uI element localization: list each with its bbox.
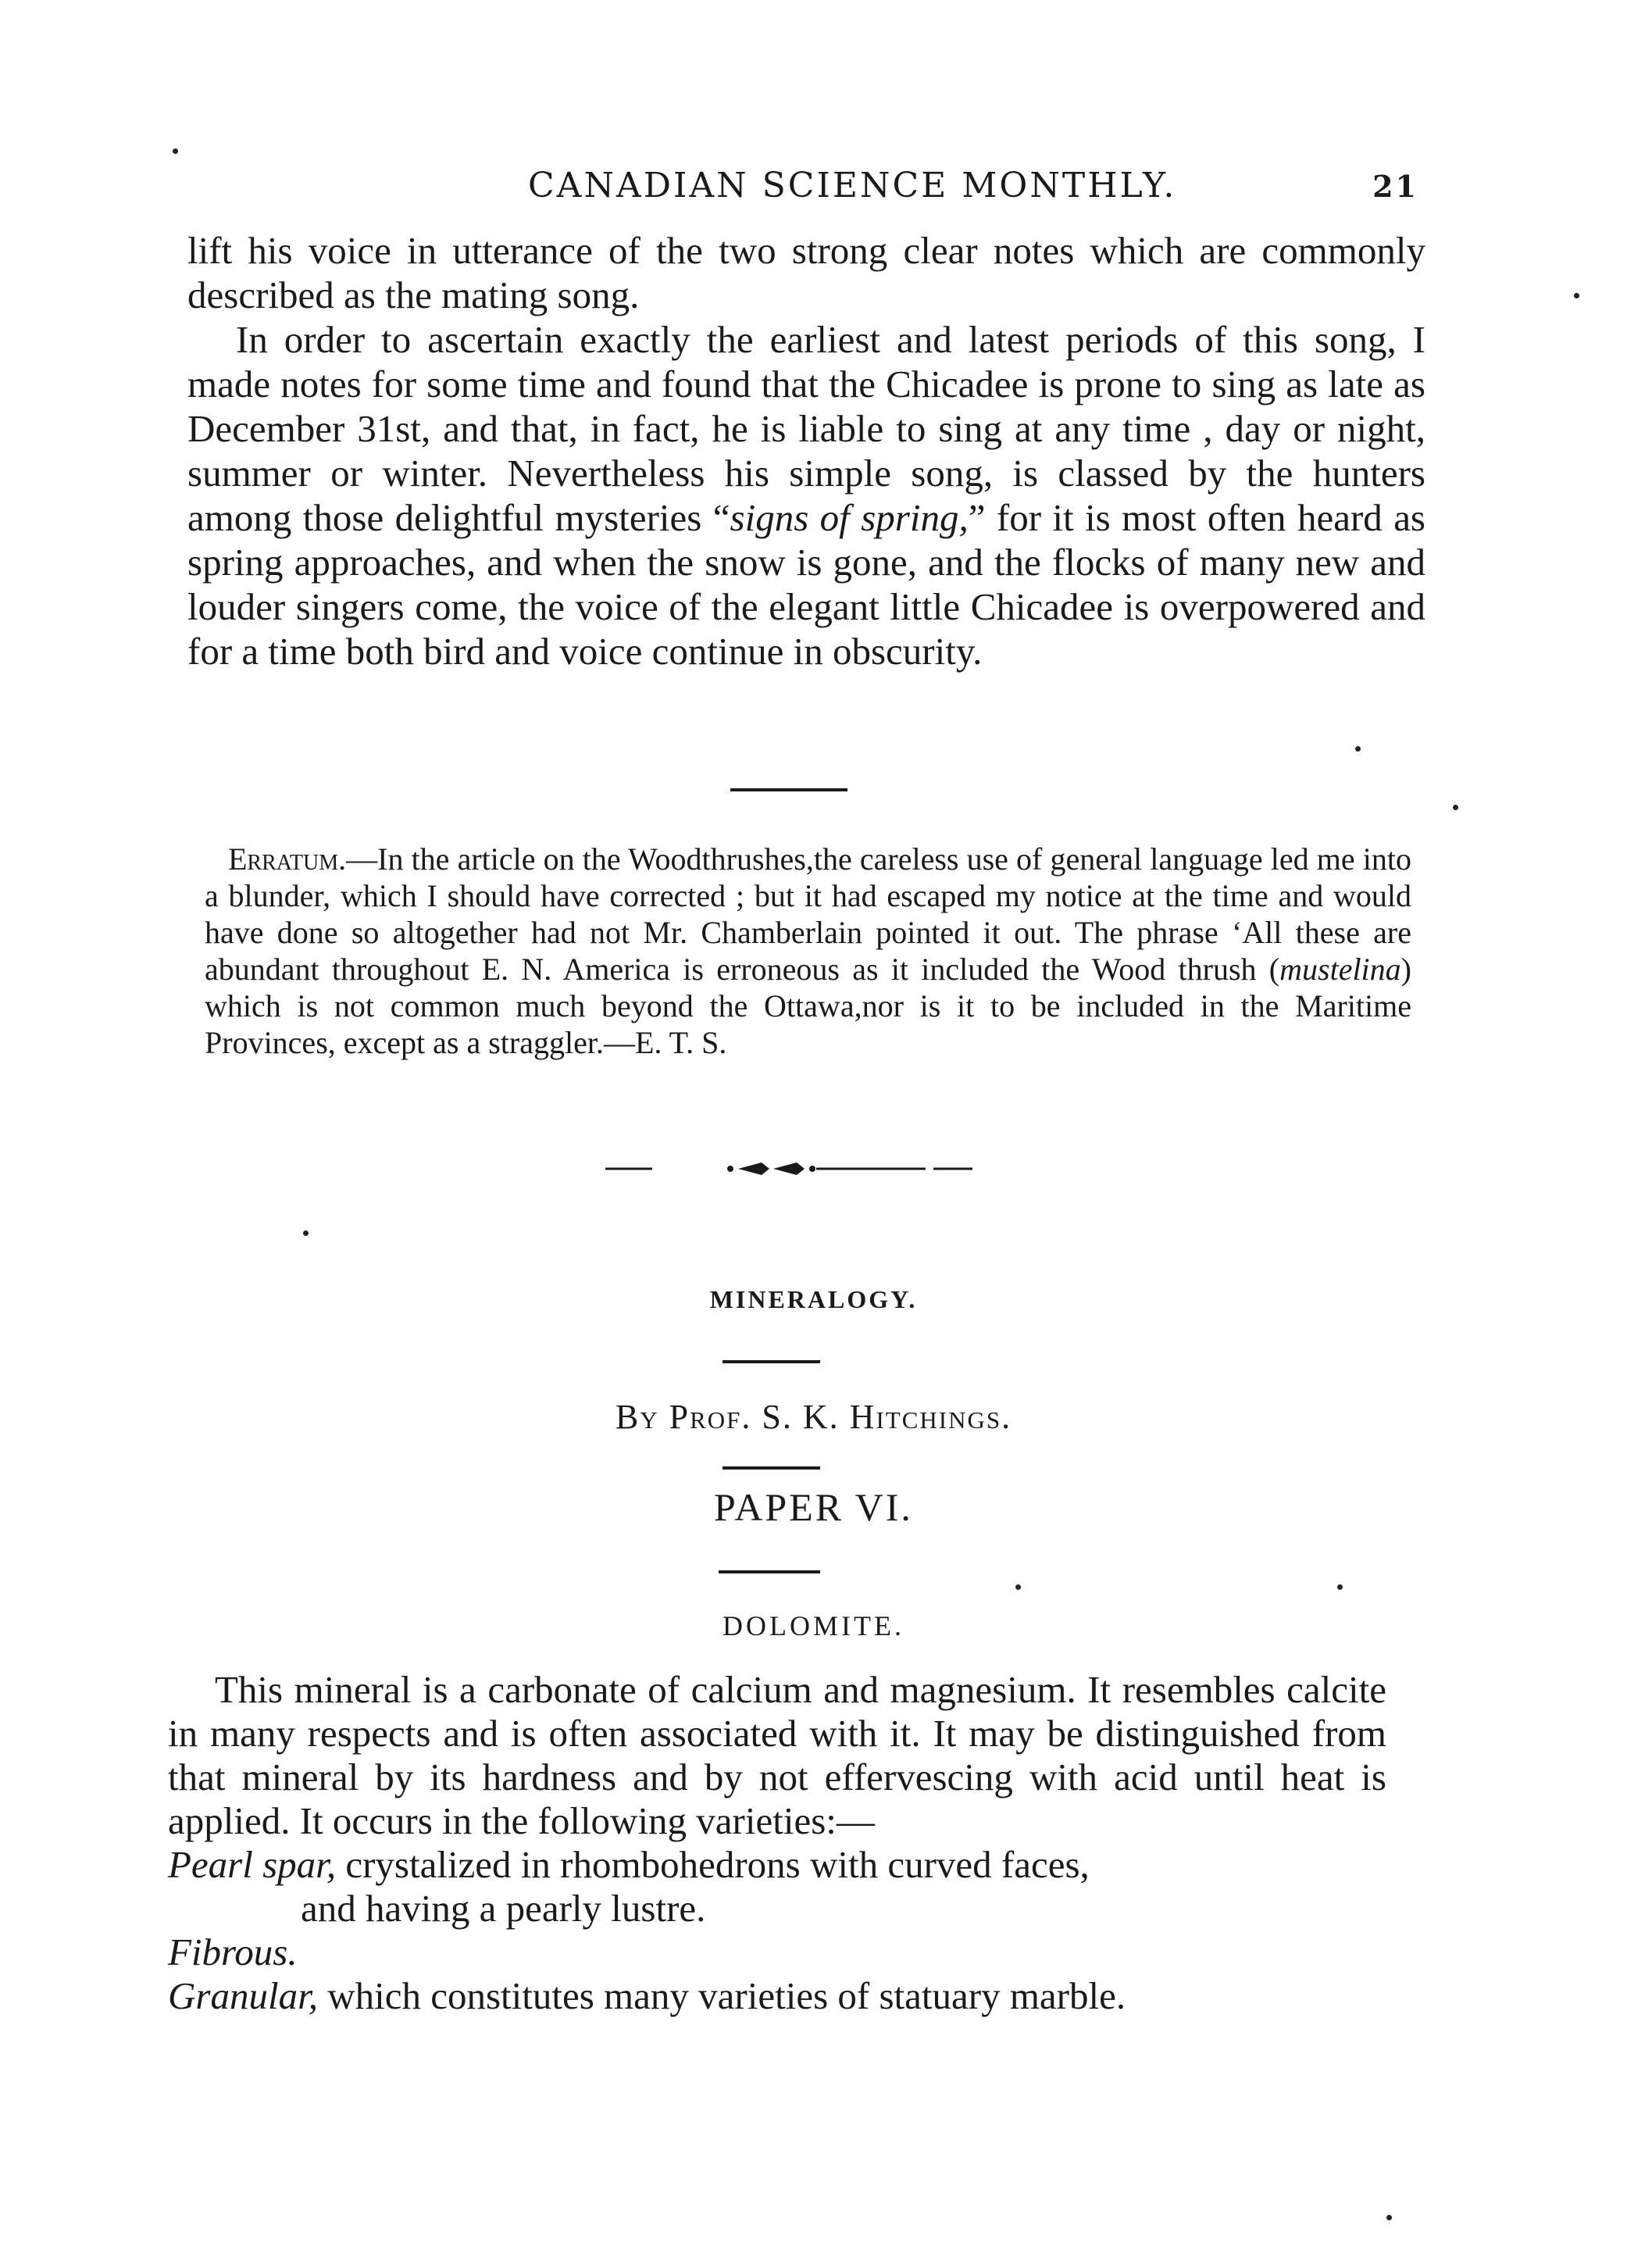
chicadee-article-text bbox=[187, 228, 1425, 673]
erratum-text: ) which is not common much beyond the Ottawa,nor is it to be included in the Maritime Provinces, except as a straggler.—E. T. S. bbox=[205, 952, 1411, 1060]
paragraph-text: In order to ascertain exactly the earliest and latest periods of this song, I made notes for some time and found that the Chicadee is prone to sing as late as December 31st, and that, in fact, he is liable to sing at any time , day or night, summer or winter. Nevertheless his simple song, is classed by the hunters among those delightful mysteries “ bbox=[187, 318, 1425, 539]
section-heading: MINERALOGY. bbox=[709, 1285, 918, 1313]
variety-granular bbox=[168, 1974, 1386, 2018]
byline-rule bbox=[723, 1466, 820, 1470]
variety-text: which constitutes many varieties of statuary marble. bbox=[317, 1974, 1126, 2017]
paragraph-text: ” for it is most often heard as spring approaches, and when the snow is gone, and the flocks of many new and louder singers come, the voice of the elegant little Chicadee is overpowered and for a time both bird and voice continue in obscurity. bbox=[187, 496, 1426, 673]
variety-pearl-spar-cont: and having a pearly lustre. bbox=[301, 1887, 706, 1930]
scan-speck bbox=[1453, 805, 1458, 810]
scan-speck bbox=[1355, 746, 1361, 752]
byline-prefix: By bbox=[615, 1398, 659, 1436]
journal-title: CANADIAN SCIENCE MONTHLY. bbox=[528, 166, 1177, 205]
scan-speck bbox=[303, 1230, 309, 1236]
erratum-note bbox=[205, 841, 1411, 1061]
scan-speck bbox=[1015, 1584, 1021, 1590]
variety-name: Granular, bbox=[168, 1974, 318, 2017]
ornamental-divider bbox=[605, 1153, 980, 1184]
dolomite-description bbox=[168, 1668, 1386, 2018]
erratum-label: Erratum. bbox=[228, 841, 347, 877]
page-number: 21 bbox=[1372, 169, 1418, 204]
paragraph-mating-song: lift his voice in utterance of the two strong clear notes which are commonly described as the mating song. bbox=[187, 229, 1425, 316]
scan-speck bbox=[1574, 293, 1579, 298]
variety-pearl-spar bbox=[168, 1843, 1386, 1887]
italic-phrase: signs of spring, bbox=[730, 496, 969, 539]
heading-rule bbox=[723, 1360, 820, 1363]
scan-speck bbox=[1386, 2215, 1392, 2220]
author-byline bbox=[0, 1397, 1627, 1437]
scan-speck bbox=[1337, 1584, 1343, 1590]
erratum-text: —In the article on the Woodthrushes,the careless use of general language led me into a blunder, which I should have corrected ; but it had escaped my notice at the time and would have done so altogether had not Mr. Chamberlain pointed it out. The phrase ‘All these are abundant throughout E. N. America is erroneous as it included the Wood thrush ( bbox=[205, 841, 1411, 987]
paragraph-song-periods bbox=[187, 317, 1425, 673]
scan-speck bbox=[173, 148, 178, 154]
erratum-italic: mustelina bbox=[1279, 952, 1401, 987]
variety-text: crystalized in rhombohedrons with curved faces, bbox=[336, 1843, 1090, 1886]
variety-name: Pearl spar, bbox=[168, 1843, 337, 1886]
paper-number: PAPER VI. bbox=[714, 1485, 913, 1529]
running-header bbox=[528, 166, 1418, 205]
section-divider bbox=[730, 788, 847, 791]
mineral-subheading: DOLOMITE. bbox=[723, 1610, 904, 1641]
variety-fibrous bbox=[168, 1930, 1386, 1974]
paper-rule bbox=[719, 1570, 820, 1573]
variety-name: Fibrous. bbox=[168, 1930, 298, 1973]
author-name: Prof. S. K. Hitchings. bbox=[669, 1398, 1012, 1436]
dolomite-intro: This mineral is a carbonate of calcium and magnesium. It resembles calcite in many respects and is often associated with it. It may be distinguished from that mineral by its hardness and by not effervescing with acid until heat is applied. It occurs in the following varieties:— bbox=[168, 1668, 1386, 1842]
